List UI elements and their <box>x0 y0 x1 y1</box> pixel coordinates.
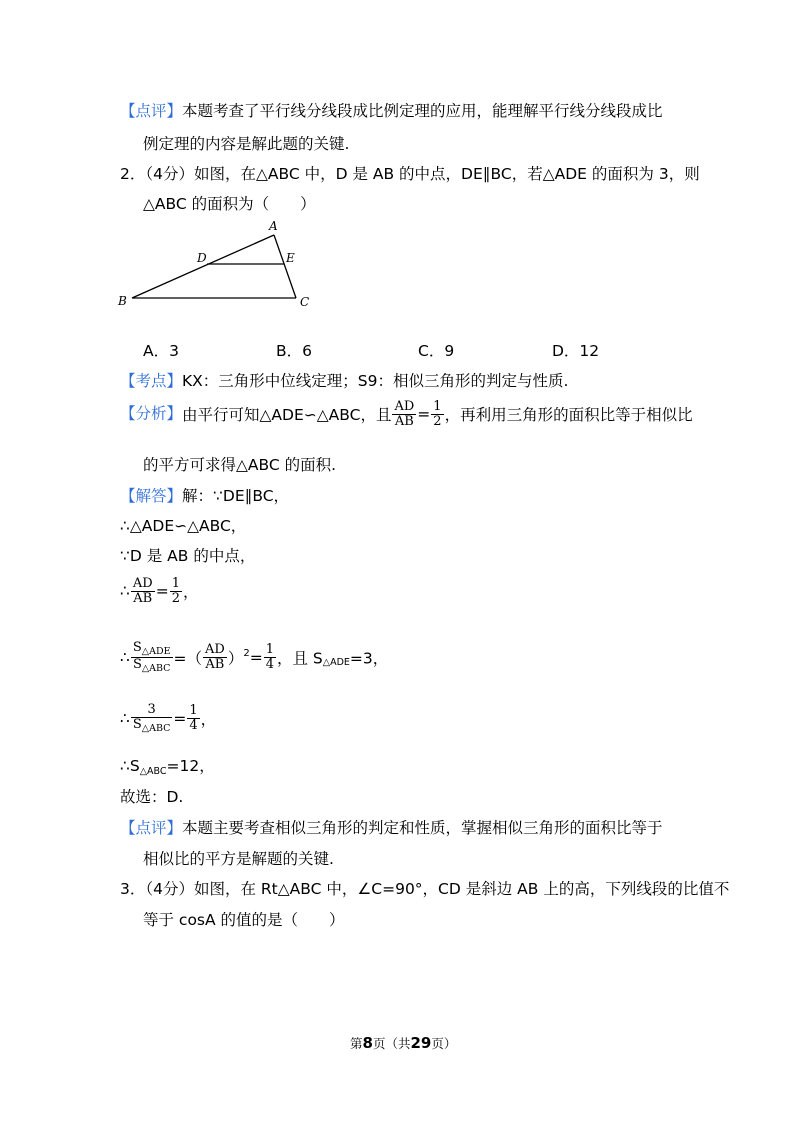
fenxi-tag: 【分析】 <box>120 404 183 423</box>
prev-comment-line2: 例定理的内容是解此题的关键. <box>143 135 350 153</box>
kaodian-line <box>120 369 568 391</box>
label-A: A <box>269 219 278 233</box>
comment-text: 本题考查了平行线分线段成比例定理的应用，能理解平行线分线段成比 <box>182 102 663 120</box>
step-5: ∴ $\frac{3}{S_{\triangle ABC}}$ = $\frac{1}{4}$ ， <box>120 702 217 734</box>
label-E: E <box>286 251 295 265</box>
q2-stem-line1: 2．（4分）如图，在△ABC 中，D 是 AB 的中点，DE∥BC，若△ADE 的面积为 3，则 <box>120 165 700 183</box>
fenxi-pre: 由平行可知△ADE∽△ABC，且 <box>182 406 392 425</box>
fenxi-post: ，再利用三角形的面积比等于相似比 <box>444 406 693 425</box>
page-total: 29 <box>410 1034 432 1052</box>
segment-AC <box>274 235 296 298</box>
option-a: A．3 <box>143 342 179 360</box>
fraction-ad-ab: $\frac{AD}{AB}$ <box>394 399 415 429</box>
option-c: C．9 <box>418 342 455 360</box>
step-4: ∴ $\frac{S_{\triangle ADE}}{S_{\triangle ABC}}$ =（ $\frac{AD}{AB}$ ）$^2$= $\frac{1}{4}$ ，且 $S_{\triangle ADE}=3$， <box>120 640 389 674</box>
kaodian-text: KX：三角形中位线定理；S9：相似三角形的判定与性质. <box>182 372 569 390</box>
kaodian-tag: 【考点】 <box>120 372 183 390</box>
step-6: $\therefore S_{\triangle ABC}=12$， <box>120 757 215 777</box>
label-D: D <box>197 251 207 265</box>
jieda-line <box>120 484 289 506</box>
q2-stem-line2: △ABC 的面积为（ ） <box>143 195 316 213</box>
answer-line: 故选：D. <box>120 788 184 806</box>
step-2: ∵D 是 AB 的中点， <box>120 547 256 565</box>
segment-BA <box>132 235 274 298</box>
jieda-tag: 【解答】 <box>120 487 183 505</box>
comment-tag-2: 【点评】 <box>120 819 183 837</box>
comment-line2: 相似比的平方是解题的关键. <box>143 850 334 868</box>
option-b: B．6 <box>276 342 312 360</box>
step-3: ∴ $\frac{AD}{AB}$ = $\frac{1}{2}$ ， <box>120 576 199 606</box>
label-C: C <box>300 295 310 309</box>
comment-line1: 【点评】本题主要考查相似三角形的判定和性质，掌握相似三角形的面积比等于 <box>120 819 663 837</box>
triangle-figure <box>110 218 320 313</box>
comment-tag: 【点评】 <box>120 102 183 120</box>
page-number: 8 <box>362 1034 373 1052</box>
fraction-one-half: $\frac{1}{2}$ <box>433 399 442 429</box>
page-footer: 第8页（共29页） <box>350 1034 457 1052</box>
q3-stem-line1: 3．（4分）如图，在 Rt△ABC 中，∠C=90°，CD 是斜边 AB 上的高，下列线段的比值不 <box>120 880 730 898</box>
q3-stem-line2: 等于 cosA 的值的是（ ） <box>143 911 345 929</box>
label-B: B <box>118 294 127 308</box>
prev-comment-line1 <box>120 99 663 121</box>
jieda-text: 解：∵DE∥BC， <box>182 487 290 505</box>
fenxi-line2: 的平方可求得△ABC 的面积. <box>143 456 337 474</box>
option-d: D．12 <box>552 342 600 360</box>
fenxi-line: 【分析】由平行可知△ADE∽△ABC，且 $\frac{AD}{AB}$ = $\frac{1}{2}$ ，再利用三角形的面积比等于相似比 <box>120 399 693 429</box>
step-1: ∴△ADE∽△ABC， <box>120 517 247 535</box>
